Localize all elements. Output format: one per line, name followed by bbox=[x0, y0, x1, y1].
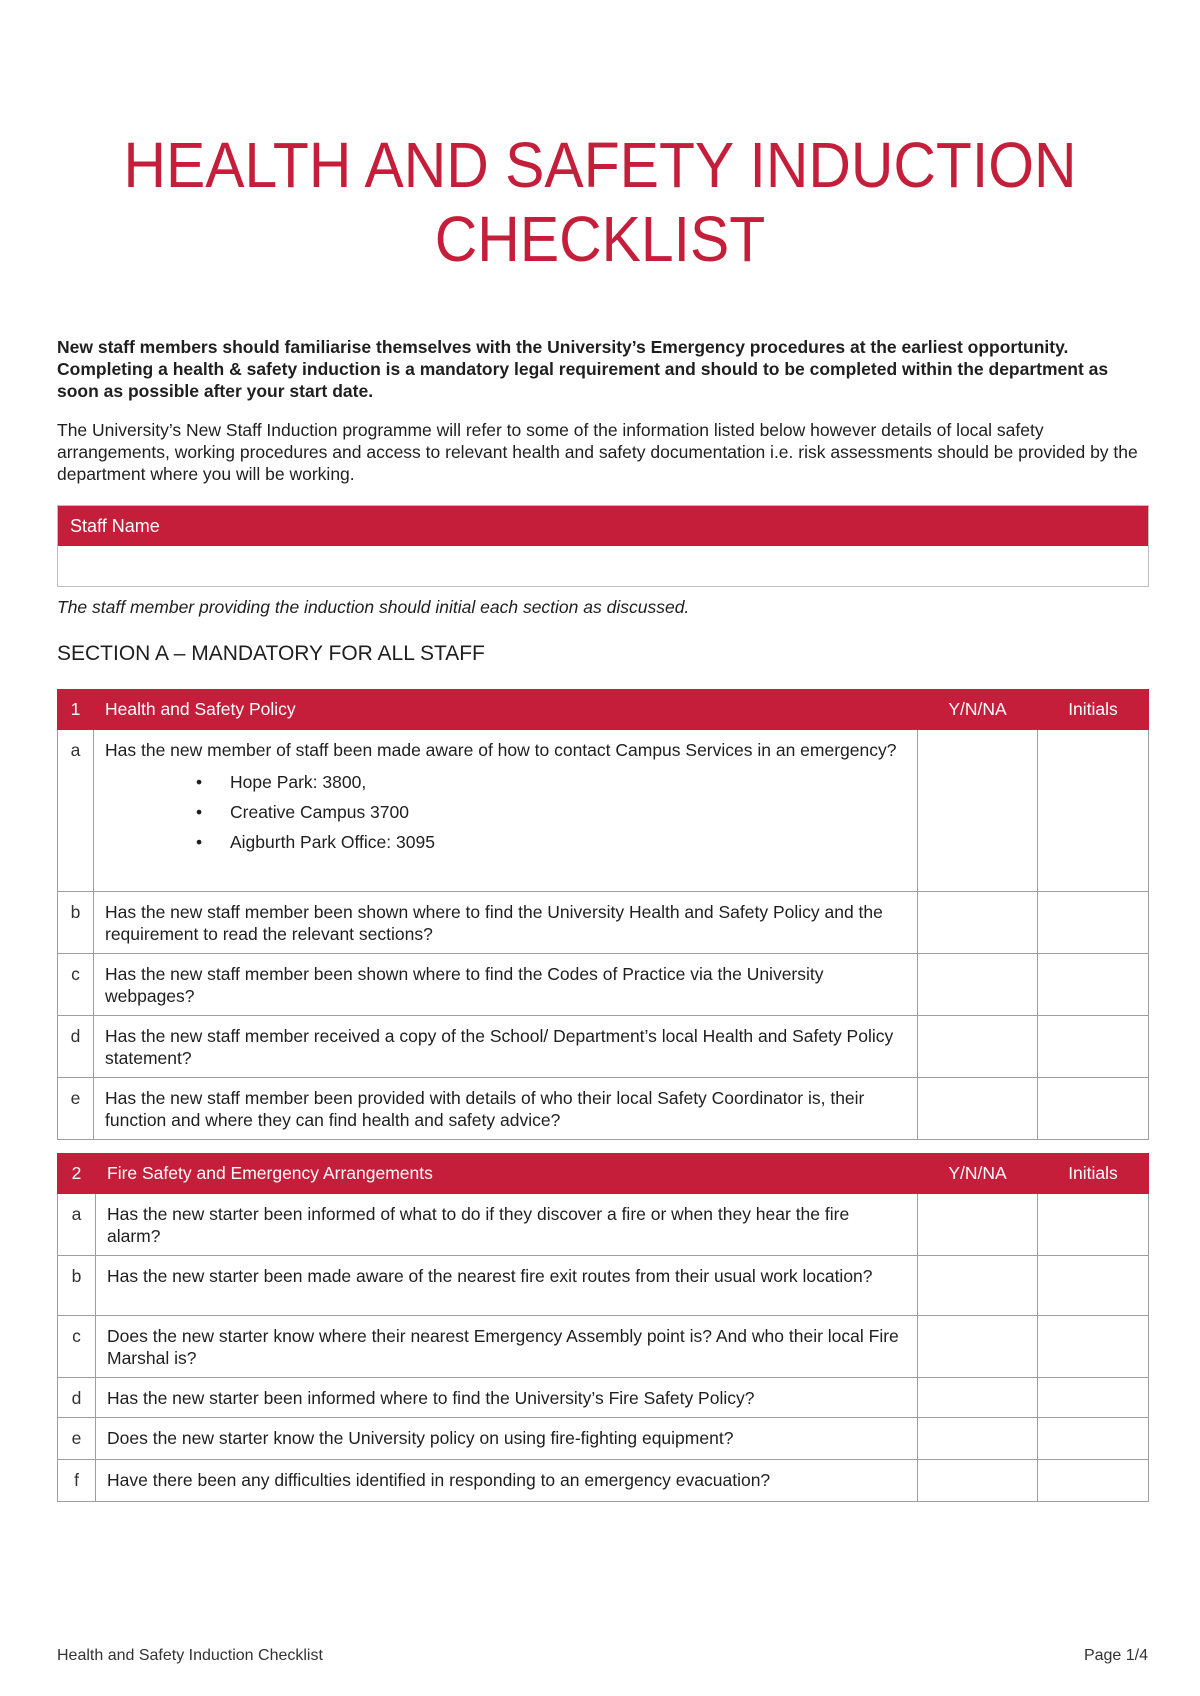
row-letter: a bbox=[58, 1194, 96, 1256]
row-question bbox=[96, 1194, 918, 1256]
yn-column-header: Y/N/NA bbox=[918, 690, 1038, 730]
table-row bbox=[58, 1316, 1149, 1378]
question-text: Does the new starter know the University policy on using fire-fighting equipment? bbox=[107, 1428, 734, 1448]
row-question bbox=[94, 1016, 918, 1078]
checklist-table-health-safety-policy bbox=[57, 689, 1149, 1140]
row-question bbox=[96, 1378, 918, 1418]
contact-list-item: • Hope Park: 3800, bbox=[196, 767, 907, 797]
table-row bbox=[58, 730, 1149, 892]
initials-cell[interactable] bbox=[1038, 730, 1149, 892]
yn-cell[interactable] bbox=[918, 1078, 1038, 1140]
table-header-row bbox=[58, 1154, 1149, 1194]
yn-cell[interactable] bbox=[918, 1256, 1038, 1316]
row-question bbox=[96, 1256, 918, 1316]
yn-cell[interactable] bbox=[918, 1378, 1038, 1418]
table-row bbox=[58, 1460, 1149, 1502]
staff-name-box bbox=[57, 505, 1149, 587]
section-heading: Fire Safety and Emergency Arrangements bbox=[96, 1154, 918, 1194]
question-text: Has the new staff member been shown where to find the University Health and Safety Policy and the requirement to read the relevant sections? bbox=[105, 902, 883, 944]
row-question bbox=[94, 892, 918, 954]
table-row bbox=[58, 892, 1149, 954]
row-letter: e bbox=[58, 1418, 96, 1460]
checklist-table-fire-safety bbox=[57, 1153, 1149, 1502]
row-letter: b bbox=[58, 892, 94, 954]
row-letter: a bbox=[58, 730, 94, 892]
initials-cell[interactable] bbox=[1038, 1256, 1149, 1316]
yn-cell[interactable] bbox=[918, 1194, 1038, 1256]
row-letter: c bbox=[58, 954, 94, 1016]
initials-cell[interactable] bbox=[1038, 1460, 1149, 1502]
row-question bbox=[96, 1418, 918, 1460]
row-question bbox=[94, 954, 918, 1016]
yn-cell[interactable] bbox=[918, 730, 1038, 892]
initials-cell[interactable] bbox=[1038, 1316, 1149, 1378]
table-row bbox=[58, 1418, 1149, 1460]
contact-list bbox=[105, 767, 907, 857]
yn-cell[interactable] bbox=[918, 1418, 1038, 1460]
yn-column-header: Y/N/NA bbox=[918, 1154, 1038, 1194]
initials-cell[interactable] bbox=[1038, 1378, 1149, 1418]
row-question bbox=[94, 1078, 918, 1140]
question-text: Has the new member of staff been made aware of how to contact Campus Services in an emergency? bbox=[105, 740, 897, 760]
initials-column-header: Initials bbox=[1038, 1154, 1149, 1194]
question-text: Has the new staff member been provided with details of who their local Safety Coordinator is, their function and where they can find health and safety advice? bbox=[105, 1088, 865, 1130]
initials-cell[interactable] bbox=[1038, 954, 1149, 1016]
question-text: Has the new staff member received a copy of the School/ Department’s local Health and Safety Policy statement? bbox=[105, 1026, 894, 1068]
question-text: Has the new starter been informed of what to do if they discover a fire or when they hear the fire alarm? bbox=[107, 1204, 850, 1246]
yn-cell[interactable] bbox=[918, 1460, 1038, 1502]
row-letter: d bbox=[58, 1378, 96, 1418]
yn-cell[interactable] bbox=[918, 954, 1038, 1016]
initials-cell[interactable] bbox=[1038, 1016, 1149, 1078]
question-text: Has the new staff member been shown where to find the Codes of Practice via the University webpages? bbox=[105, 964, 824, 1006]
initials-cell[interactable] bbox=[1038, 1194, 1149, 1256]
initials-cell[interactable] bbox=[1038, 1418, 1149, 1460]
document-title: HEALTH AND SAFETY INDUCTION CHECKLIST bbox=[123, 129, 1077, 275]
intro bbox=[57, 336, 1149, 502]
row-question bbox=[94, 730, 918, 892]
contact-list-item: • Aigburth Park Office: 3095 bbox=[196, 827, 907, 857]
row-question bbox=[96, 1316, 918, 1378]
row-letter: c bbox=[58, 1316, 96, 1378]
footer-page-number: Page 1/4 bbox=[1083, 1647, 1148, 1664]
footer-document-name: Health and Safety Induction Checklist bbox=[57, 1647, 323, 1664]
section-number: 1 bbox=[58, 690, 94, 730]
intro-paragraph: The University’s New Staff Induction programme will refer to some of the information listed below however details of local safety arrangements, working procedures and access to relevant health and safety documentation i.e. risk assessments should be provided by the department where you will be working. bbox=[57, 420, 1138, 484]
table-row bbox=[58, 954, 1149, 1016]
initials-cell[interactable] bbox=[1038, 892, 1149, 954]
question-text: Has the new starter been made aware of the nearest fire exit routes from their usual work location? bbox=[107, 1266, 873, 1286]
yn-cell[interactable] bbox=[918, 1316, 1038, 1378]
row-letter: b bbox=[58, 1256, 96, 1316]
staff-name-label: Staff Name bbox=[58, 506, 1148, 546]
initials-column-header: Initials bbox=[1038, 690, 1149, 730]
contact-list-item: • Creative Campus 3700 bbox=[196, 797, 907, 827]
initials-cell[interactable] bbox=[1038, 1078, 1149, 1140]
question-text: Does the new starter know where their nearest Emergency Assembly point is? And who their local Fire Marshal is? bbox=[107, 1326, 899, 1368]
yn-cell[interactable] bbox=[918, 892, 1038, 954]
section-a-title: SECTION A – MANDATORY FOR ALL STAFF bbox=[57, 642, 485, 665]
table-row bbox=[58, 1078, 1149, 1140]
section-number: 2 bbox=[58, 1154, 96, 1194]
row-question bbox=[96, 1460, 918, 1502]
row-letter: e bbox=[58, 1078, 94, 1140]
table-row bbox=[58, 1256, 1149, 1316]
intro-bold-paragraph: New staff members should familiarise themselves with the University’s Emergency procedures at the earliest opportunity. Completing a health & safety induction is a mandatory legal requirement and should to be completed within the department as soon as possible after your start date. bbox=[57, 337, 1109, 401]
row-letter: d bbox=[58, 1016, 94, 1078]
induction-note: The staff member providing the induction should initial each section as discussed. bbox=[57, 597, 690, 617]
table-header-row bbox=[58, 690, 1149, 730]
row-letter: f bbox=[58, 1460, 96, 1502]
question-text: Have there been any difficulties identified in responding to an emergency evacuation? bbox=[107, 1470, 771, 1490]
yn-cell[interactable] bbox=[918, 1016, 1038, 1078]
section-heading: Health and Safety Policy bbox=[94, 690, 918, 730]
table-row bbox=[58, 1378, 1149, 1418]
question-text: Has the new starter been informed where to find the University’s Fire Safety Policy? bbox=[107, 1388, 755, 1408]
staff-name-field[interactable] bbox=[58, 546, 1148, 586]
table-row bbox=[58, 1194, 1149, 1256]
table-row bbox=[58, 1016, 1149, 1078]
